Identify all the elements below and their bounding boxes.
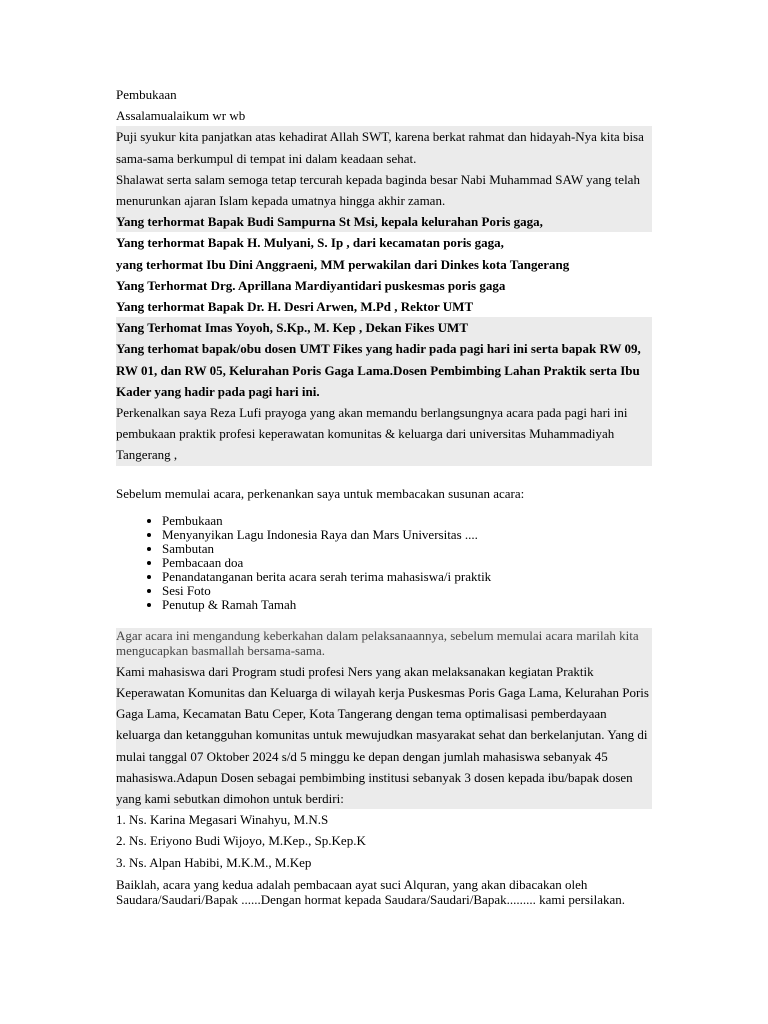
agenda-item: • Sambutan [162, 542, 652, 556]
honorific-line: Yang Terhormat Drg. Aprillana Mardiyantidari puskesmas poris gaga [116, 277, 506, 293]
agenda-item: • Penutup & Ramah Tamah [162, 598, 652, 612]
closing-line: Saudara/Saudari/Bapak ......Dengan hormat kepada Saudara/Saudari/Bapak......... kami persilakan. [116, 892, 626, 908]
honorific-line: Yang terhormat Bapak Budi Sampurna St Msi, kepala kelurahan Poris gaga, [116, 214, 543, 230]
students-line: mulai tanggal 07 Oktober 2024 s/d 5 minggu ke depan dengan jumlah mahasiswa sebanyak 45 [116, 748, 608, 764]
intro-line: Shalawat serta salam semoga tetap tercurah kepada baginda besar Nabi Muhammad SAW yang telah [116, 171, 640, 187]
document-body [116, 84, 652, 908]
introduction-line: Tangerang , [116, 447, 178, 463]
agenda-item: • Penandatanganan berita acara serah terima mahasiswa/i praktik [162, 570, 652, 584]
students-line: yang kami sebutkan dimohon untuk berdiri: [116, 791, 344, 807]
students-paragraph [116, 659, 652, 809]
intro-paragraph [116, 126, 652, 232]
honorific-line: Yang terhomat bapak/obu dosen UMT Fikes yang hadir pada pagi hari ini serta bapak RW 09, [116, 341, 641, 357]
students-line: keluarga dan ketangguhan komunitas untuk mewujudkan masyarakat sehat dan berkelanjutan. Yang di [116, 727, 648, 743]
honorific-line: Yang terhormat Bapak Dr. H. Desri Arwen, M.Pd , Rektor UMT [116, 299, 474, 315]
closing-line: Baiklah, acara yang kedua adalah pembacaan ayat suci Alquran, yang akan dibacakan oleh [116, 876, 588, 892]
intro-line: menurunkan ajaran Islam kepada umatnya hingga akhir zaman. [116, 193, 446, 209]
introduction-paragraph [116, 317, 652, 465]
basmallah-line: Agar acara ini mengandung keberkahan dalam pelaksanaannya, sebelum memulai acara marilah kita [116, 627, 639, 643]
lecturer-item: 1. Ns. Karina Megasari Winahyu, M.N.S [116, 812, 329, 828]
honorific-line: RW 01, dan RW 05, Kelurahan Poris Gaga Lama.Dosen Pembimbing Lahan Praktik serta Ibu [116, 362, 640, 378]
introduction-line: Perkenalkan saya Reza Lufi prayoga yang akan memandu berlangsungnya acara pada pagi hari ini [116, 405, 628, 421]
introduction-line: pembukaan praktik profesi keperawatan komunitas & keluarga dari universitas Muhammadiyah [116, 426, 615, 442]
intro-line: Puji syukur kita panjatkan atas kehadirat Allah SWT, karena berkat rahmat dan hidayah-Nya kita bisa [116, 129, 644, 145]
agenda-item: • Menyanyikan Lagu Indonesia Raya dan Mars Universitas .... [162, 528, 652, 542]
agenda-list [116, 514, 652, 612]
agenda-item: • Pembukaan [162, 514, 652, 528]
basmallah-paragraph [116, 628, 652, 659]
basmallah-line: mengucapkan basmallah bersama-sama. [116, 643, 325, 659]
closing-paragraph [116, 877, 652, 908]
honorific-line: Yang terhormat Bapak H. Mulyani, S. Ip , dari kecamatan poris gaga, [116, 235, 504, 251]
students-line: Keperawatan Komunitas dan Keluarga di wilayah kerja Puskesmas Poris Gaga Lama, Kelurahan Poris [116, 685, 649, 701]
lecturer-item: 3. Ns. Alpan Habibi, M.K.M., M.Kep [116, 854, 312, 870]
intro-line: sama-sama berkumpul di tempat ini dalam keadaan sehat. [116, 150, 417, 166]
lecturer-item: 2. Ns. Eriyono Budi Wijoyo, M.Kep., Sp.Kep.K [116, 833, 366, 849]
honorific-line: Yang Terhomat Imas Yoyoh, S.Kp., M. Kep , Dekan Fikes UMT [116, 320, 469, 336]
agenda-intro: Sebelum memulai acara, perkenankan saya untuk membacakan susunan acara: [116, 485, 525, 501]
honorific-line: yang terhormat Ibu Dini Anggraeni, MM perwakilan dari Dinkes kota Tangerang [116, 256, 570, 272]
students-line: Kami mahasiswa dari Program studi profesi Ners yang akan melaksanakan kegiatan Praktik [116, 663, 594, 679]
honorific-line: Kader yang hadir pada pagi hari ini. [116, 383, 320, 399]
agenda-item: • Pembacaan doa [162, 556, 652, 570]
agenda-item: • Sesi Foto [162, 584, 652, 598]
students-line: Gaga Lama, Kecamatan Batu Ceper, Kota Tangerang dengan tema optimalisasi pemberdayaan [116, 706, 607, 722]
students-line: mahasiswa.Adapun Dosen sebagai pembimbing institusi sebanyak 3 dosen kepada ibu/bapak dosen [116, 769, 633, 785]
greeting: Assalamualaikum wr wb [116, 108, 246, 124]
opening-title: Pembukaan [116, 87, 177, 102]
